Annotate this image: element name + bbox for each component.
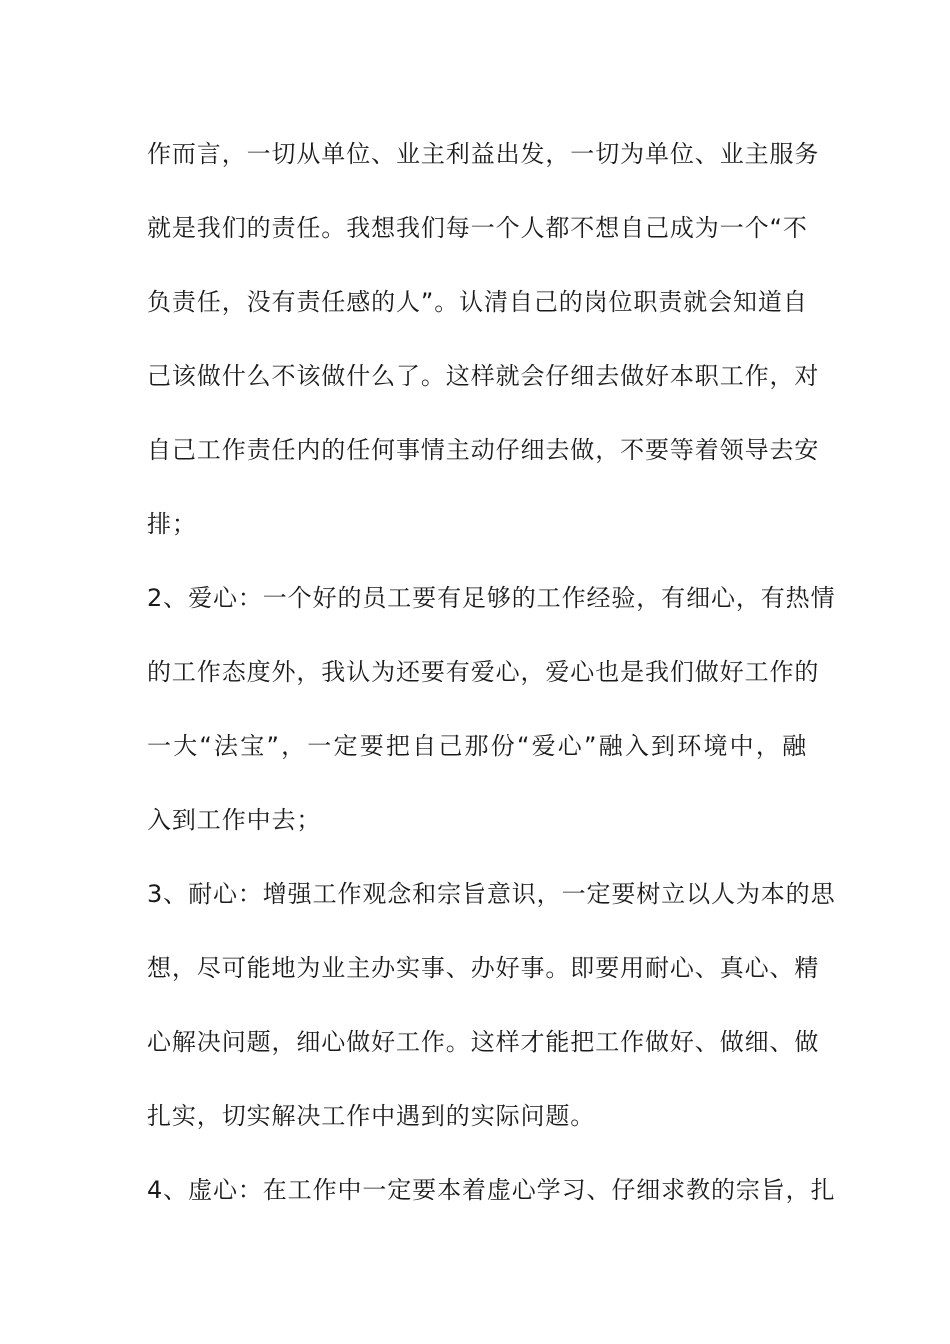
text-line: 3、耐心：增强工作观念和宗旨意识，一定要树立以人为本的思: [147, 880, 836, 908]
text-line: 就是我们的责任。我想我们每一个人都不想自己成为一个“不: [147, 214, 808, 242]
text-line: 一大“法宝”，一定要把自己那份“爱心”融入到环境中，融: [147, 732, 807, 760]
text-line: 自己工作责任内的任何事情主动仔细去做，不要等着领导去安: [147, 436, 820, 464]
text-line: 负责任，没有责任感的人”。认清自己的岗位职责就会知道自: [147, 288, 808, 316]
text-line: 的工作态度外，我认为还要有爱心，爱心也是我们做好工作的: [147, 658, 820, 686]
text-line: 排；: [147, 510, 197, 538]
text-line: 扎实，切实解决工作中遇到的实际问题。: [147, 1102, 596, 1130]
text-line: 想，尽可能地为业主办实事、办好事。即要用耐心、真心、精: [147, 954, 820, 982]
text-line: 己该做什么不该做什么了。这样就会仔细去做好本职工作，对: [147, 362, 820, 390]
text-line: 4、虚心：在工作中一定要本着虚心学习、仔细求教的宗旨，扎: [147, 1176, 836, 1204]
text-line: 2、爱心：一个好的员工要有足够的工作经验，有细心，有热情: [147, 584, 836, 612]
text-line: 心解决问题，细心做好工作。这样才能把工作做好、做细、做: [147, 1028, 820, 1056]
text-line: 作而言，一切从单位、业主利益出发，一切为单位、业主服务: [147, 140, 820, 168]
text-line: 入到工作中去；: [147, 806, 322, 834]
